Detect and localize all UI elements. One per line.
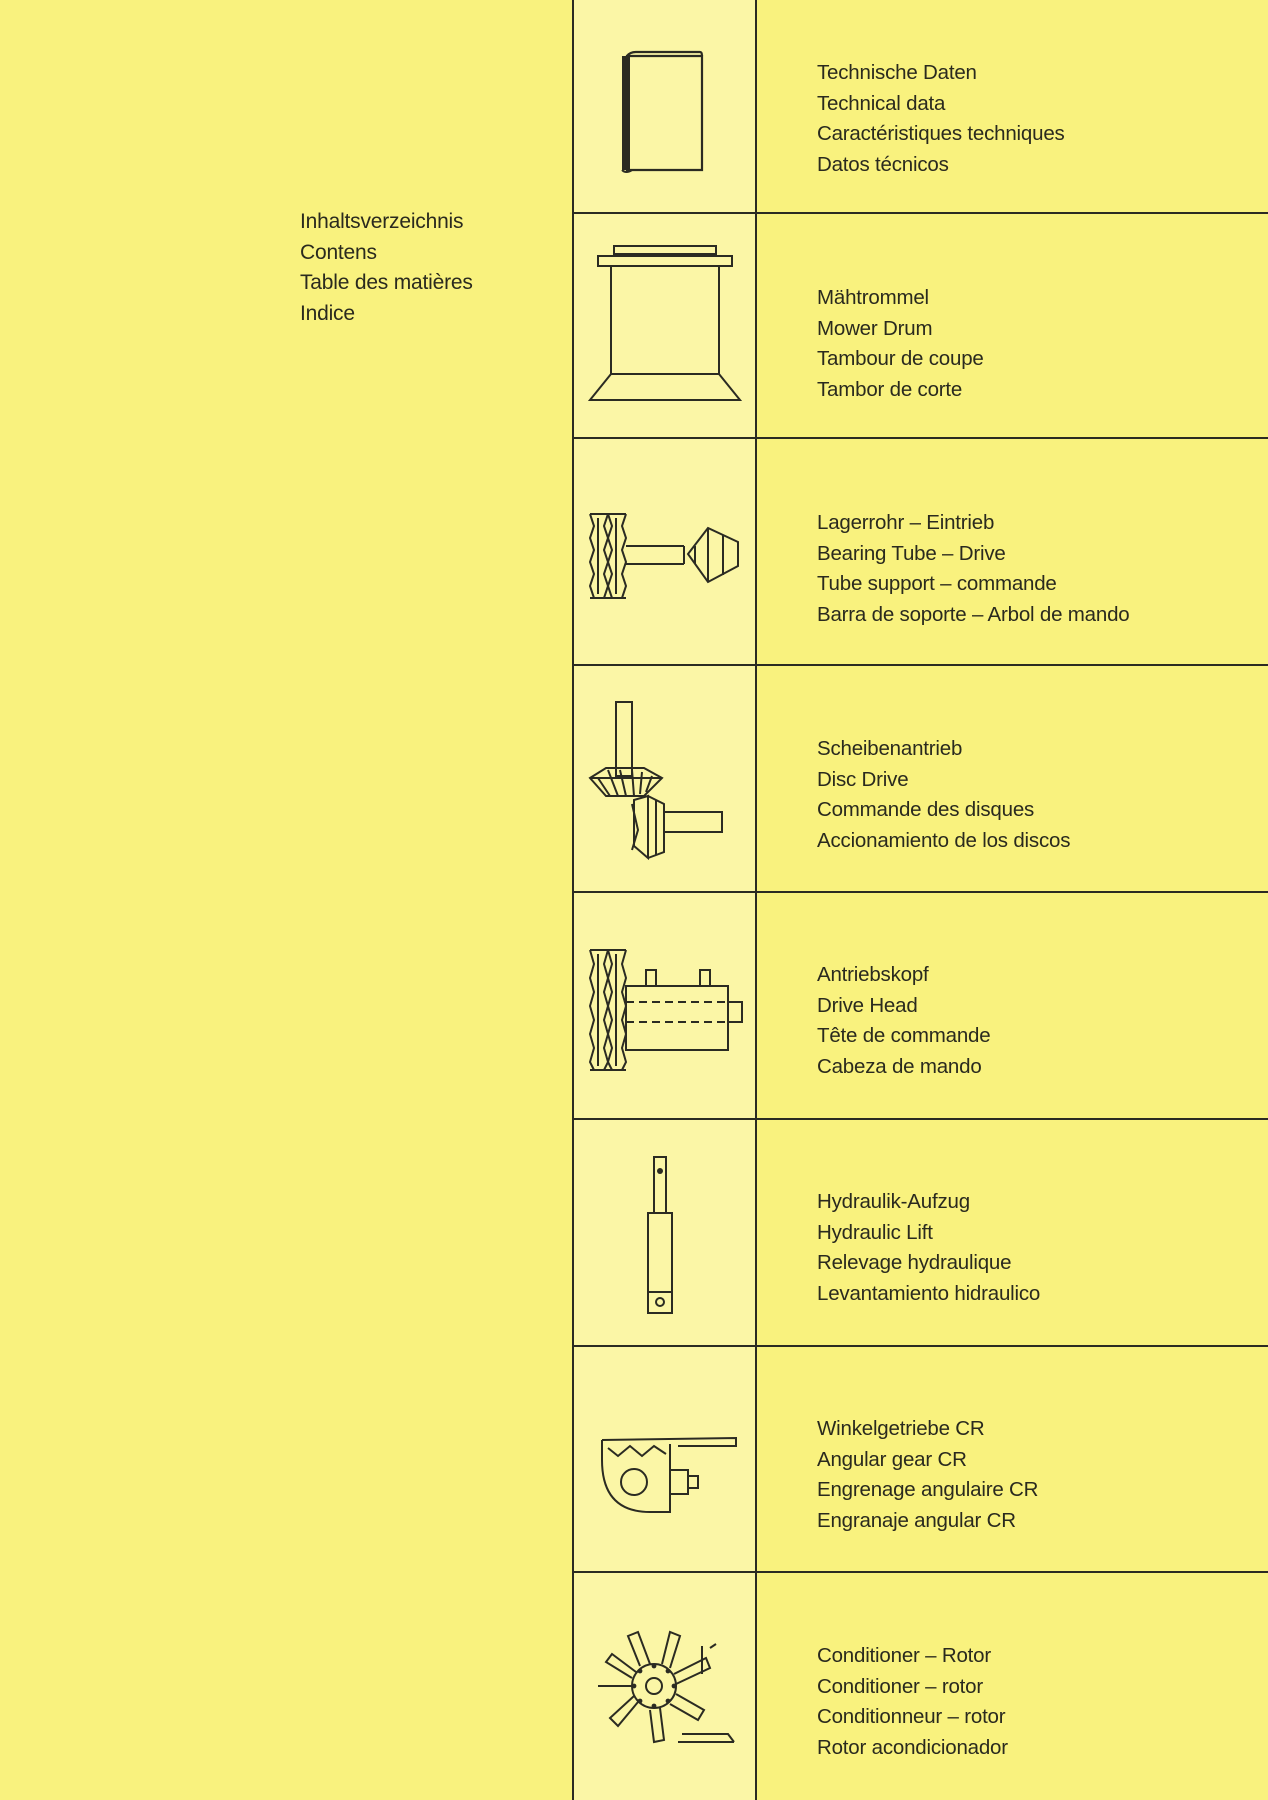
label-en: Bearing Tube – Drive bbox=[817, 541, 1006, 565]
label-de: Winkelgetriebe CR bbox=[817, 1417, 985, 1440]
label-es: Rotor acondicionador bbox=[817, 1735, 1008, 1759]
column-divider-right bbox=[755, 0, 757, 1800]
column-divider-left bbox=[572, 0, 574, 1800]
label-en: Drive Head bbox=[817, 993, 918, 1017]
label-de: Hydraulik-Aufzug bbox=[817, 1190, 970, 1213]
entry-labels bbox=[817, 1641, 1008, 1763]
label-es: Levantamiento hidraulico bbox=[817, 1281, 1041, 1305]
label-es: Datos técnicos bbox=[817, 152, 949, 176]
label-en: Mower Drum bbox=[817, 316, 933, 340]
contents-heading-de: Inhaltsverzeichnis bbox=[300, 210, 464, 233]
label-fr: Conditionneur – rotor bbox=[817, 1705, 1006, 1729]
bearing-tube-drive-icon bbox=[578, 508, 750, 602]
contents-heading-en: Contens bbox=[300, 240, 377, 264]
label-fr: Relevage hydraulique bbox=[817, 1251, 1012, 1275]
drive-head-icon bbox=[578, 946, 750, 1074]
label-fr: Tambour de coupe bbox=[817, 347, 984, 371]
row-separator bbox=[573, 1571, 1268, 1573]
disc-drive-icon bbox=[578, 700, 750, 860]
label-es: Accionamiento de los discos bbox=[817, 828, 1071, 852]
label-en: Disc Drive bbox=[817, 767, 909, 791]
label-fr: Tête de commande bbox=[817, 1024, 991, 1048]
angular-gear-icon bbox=[578, 1432, 750, 1516]
label-en: Technical data bbox=[817, 91, 946, 115]
label-en: Angular gear CR bbox=[817, 1447, 967, 1471]
row-separator bbox=[573, 891, 1268, 893]
label-de: Scheibenantrieb bbox=[817, 737, 963, 760]
contents-heading bbox=[300, 207, 473, 329]
label-de: Conditioner – Rotor bbox=[817, 1644, 991, 1667]
label-de: Antriebskopf bbox=[817, 963, 929, 986]
label-en: Hydraulic Lift bbox=[817, 1220, 933, 1244]
row-separator bbox=[573, 1118, 1268, 1120]
book-icon bbox=[578, 48, 750, 178]
row-separator bbox=[573, 664, 1268, 666]
row-separator bbox=[573, 1345, 1268, 1347]
label-fr: Tube support – commande bbox=[817, 572, 1057, 596]
label-es: Tambor de corte bbox=[817, 377, 963, 401]
label-es: Cabeza de mando bbox=[817, 1054, 982, 1078]
row-separator bbox=[573, 212, 1268, 214]
entry-labels bbox=[817, 1187, 1040, 1309]
label-de: Mähtrommel bbox=[817, 286, 929, 309]
label-es: Engranaje angular CR bbox=[817, 1508, 1016, 1532]
mower-drum-icon bbox=[578, 242, 750, 404]
contents-heading-fr: Table des matières bbox=[300, 271, 473, 294]
entry-labels bbox=[817, 960, 990, 1082]
label-en: Conditioner – rotor bbox=[817, 1674, 983, 1698]
label-fr: Commande des disques bbox=[817, 798, 1035, 822]
label-de: Technische Daten bbox=[817, 61, 977, 84]
contents-heading-es: Indice bbox=[300, 301, 355, 325]
conditioner-rotor-icon bbox=[578, 1618, 750, 1758]
entry-labels bbox=[817, 734, 1070, 856]
entry-labels bbox=[817, 1414, 1038, 1536]
hydraulic-lift-icon bbox=[578, 1154, 750, 1316]
entry-labels bbox=[817, 283, 984, 405]
label-es: Barra de soporte – Arbol de mando bbox=[817, 602, 1130, 626]
entry-labels bbox=[817, 58, 1065, 180]
label-fr: Engrenage angulaire CR bbox=[817, 1478, 1039, 1502]
label-fr: Caractéristiques techniques bbox=[817, 122, 1065, 146]
row-separator bbox=[573, 437, 1268, 439]
entry-labels bbox=[817, 508, 1130, 630]
label-de: Lagerrohr – Eintrieb bbox=[817, 511, 995, 534]
